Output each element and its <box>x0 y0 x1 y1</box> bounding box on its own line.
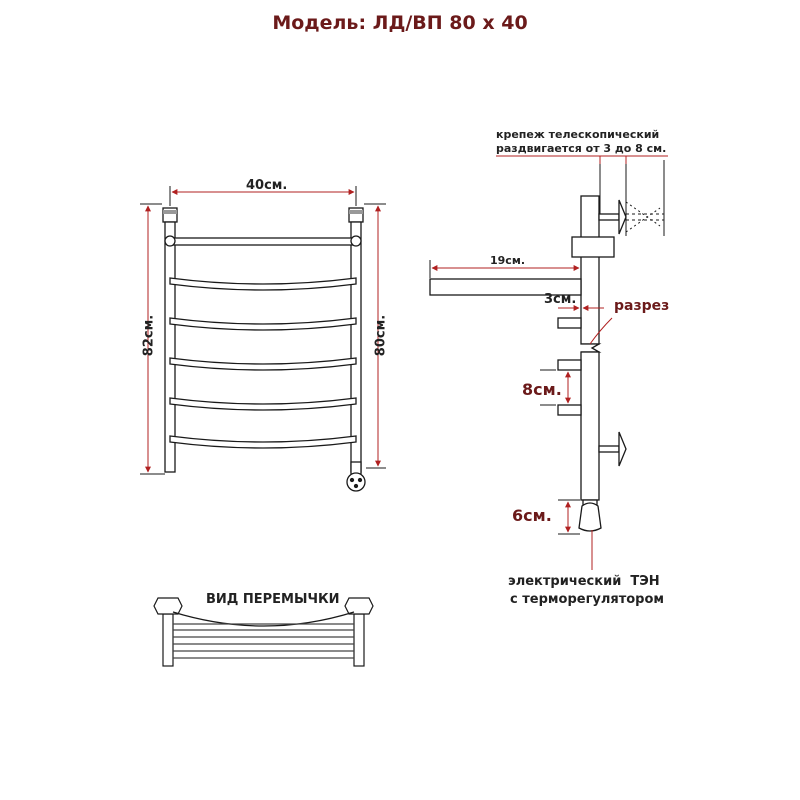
depth-label: 19см. <box>490 254 525 267</box>
section-label: разрез <box>614 298 670 314</box>
jumper-left-post <box>163 614 173 666</box>
top-bar-left-knob <box>165 236 175 246</box>
rung-3 <box>170 358 356 370</box>
heater-knob <box>347 473 365 491</box>
jumper-right-post <box>354 614 364 666</box>
heater-element <box>579 503 601 531</box>
heater-size-label: 6см. <box>512 506 552 525</box>
section-break <box>581 344 599 352</box>
width-label: 40см. <box>246 178 288 193</box>
gap-label: 3см. <box>544 292 577 307</box>
jumper-view <box>154 598 373 666</box>
total-height-label: 82см. <box>141 314 157 357</box>
heater-note-line2: с терморегулятором <box>510 592 665 607</box>
top-bar <box>170 238 356 245</box>
inner-height-label: 80см. <box>373 314 389 357</box>
side-view <box>430 196 626 531</box>
heater-note-line1: электрический ТЭН <box>508 574 660 589</box>
side-rung-2 <box>558 360 581 370</box>
jumper-right-nut <box>345 598 373 614</box>
upper-wall-cup <box>619 200 626 234</box>
mount-note-line1: крепеж телескопический <box>496 128 660 141</box>
mount-note-line2: раздвигается от 3 до 8 см. <box>496 142 667 155</box>
side-rung-3 <box>558 405 581 415</box>
drawing-title: Модель: ЛД/ВП 80 х 40 <box>272 12 528 34</box>
left-post <box>165 222 175 472</box>
side-post-lower <box>581 352 599 500</box>
top-bar-right-knob <box>351 236 361 246</box>
jumper-left-nut <box>154 598 182 614</box>
side-rung-1 <box>558 318 581 328</box>
jumper-title: ВИД ПЕРЕМЫЧКИ <box>206 592 340 607</box>
rung-2 <box>170 318 356 330</box>
rung-1 <box>170 278 356 290</box>
front-view <box>163 208 365 491</box>
rung-5 <box>170 436 356 448</box>
right-post <box>351 222 361 472</box>
lower-wall-cup <box>619 432 626 466</box>
rung-4 <box>170 398 356 410</box>
mount-block <box>572 237 614 257</box>
spacing-label: 8см. <box>522 380 562 399</box>
side-post-upper <box>581 196 599 344</box>
